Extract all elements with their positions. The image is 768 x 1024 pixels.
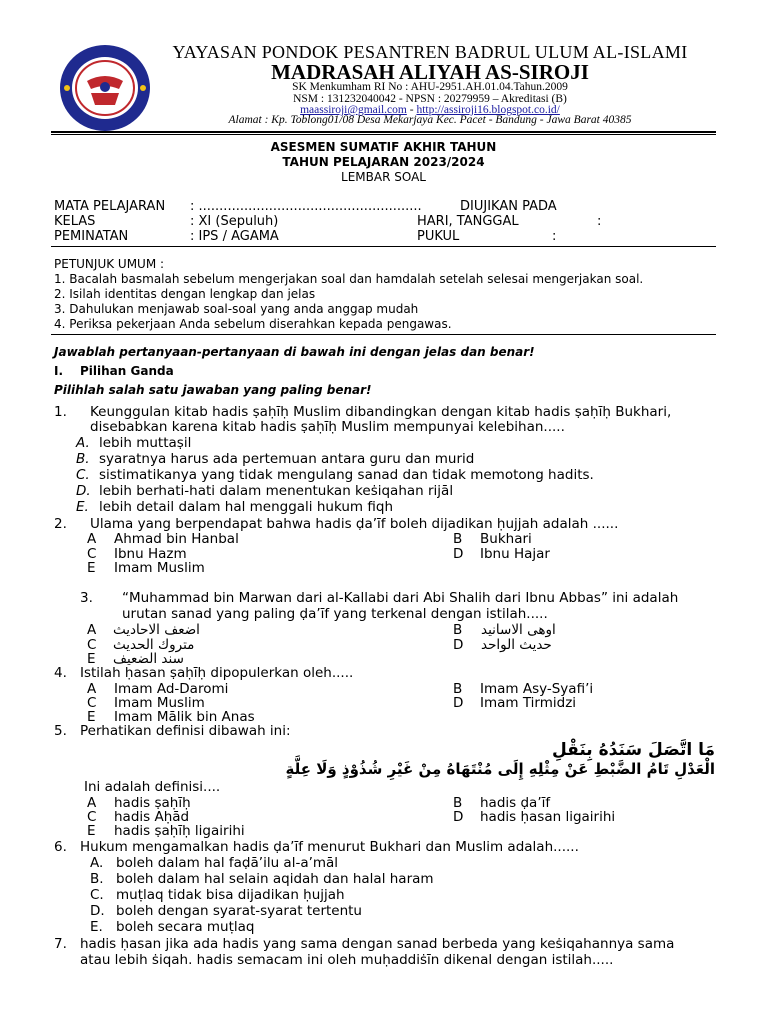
q5-arabic-definition-line2: الْعَدْلِ تَامُ الضَّبْطِ عَنْ مِثْلِهِ إِلَى مُنْتَهَاهُ مِنْ غَيْرِ شُذُوْذٍ وَلَا عِلَّةٍ xyxy=(285,760,715,778)
q4-text: Istilah ḥasan ṣaḥīḥ dipopulerkan oleh..... xyxy=(80,665,354,681)
q1-option-letter: C. xyxy=(76,467,90,483)
q1-option-letter: D. xyxy=(76,483,91,499)
q2-option-text[interactable]: Ibnu Hajar xyxy=(480,546,550,562)
q5-number: 5. xyxy=(54,723,67,739)
q1-option-letter: A. xyxy=(76,435,90,451)
q3-text: “Muhammad bin Marwan dari al-Kallabi dari Abi Shalih dari Ibnu Abbas” ini adalah xyxy=(122,590,679,606)
q4-number: 4. xyxy=(54,665,67,681)
exam-title: ASESMEN SUMATIF AKHIR TAHUN xyxy=(270,140,497,154)
mapel-value: : ...................................................... xyxy=(190,199,422,214)
q6-option-text[interactable]: boleh dalam hal selain aqidah dan halal haram xyxy=(116,871,434,887)
q3-option-text[interactable]: اوهى الاسانيد xyxy=(481,622,556,638)
q2-text: Ulama yang berpendapat bahwa hadis ḍa’īf boleh dijadikan ḥujjah adalah ...... xyxy=(90,516,619,532)
petunjuk-item: 4. Periksa pekerjaan Anda sebelum diserahkan kepada pengawas. xyxy=(54,317,452,331)
q4-option-text[interactable]: Imam Muslim xyxy=(114,695,205,711)
exam-sheet-label: LEMBAR SOAL xyxy=(341,170,426,184)
q3-option-text[interactable]: حديث الواحد xyxy=(481,637,552,653)
q2-option-text[interactable]: Ahmad bin Hanbal xyxy=(114,531,239,547)
q5-option-letter: E xyxy=(87,823,96,839)
q6-number: 6. xyxy=(54,839,67,855)
q2-number: 2. xyxy=(54,516,67,532)
sk-number: SK Menkumham RI No : AHU-2951.AH.01.04.Tahun.2009 xyxy=(292,81,568,93)
q3-option-letter: D xyxy=(453,637,464,653)
q2-option-text[interactable]: Ibnu Hazm xyxy=(114,546,187,562)
section-instruction: Pilihlah salah satu jawaban yang paling benar! xyxy=(54,383,372,397)
q6-option-letter: D. xyxy=(90,903,105,919)
kelas-label: KELAS xyxy=(54,214,96,229)
peminatan-label: PEMINATAN xyxy=(54,229,129,244)
q5-option-text[interactable]: hadis ṣaḥīḥ xyxy=(114,795,191,811)
q3-option-text[interactable]: متروك الحديث xyxy=(113,637,195,653)
foundation-name: YAYASAN PONDOK PESANTREN BADRUL ULUM AL-ISLAMI xyxy=(172,42,688,62)
general-instruction: Jawablah pertanyaan-pertanyaan di bawah ini dengan jelas dan benar! xyxy=(54,345,535,359)
nsm-npsn: NSM : 131232040042 - NPSN : 20279959 – Akreditasi (B) xyxy=(293,93,567,105)
q5-option-text[interactable]: hadis ḍa’īf xyxy=(480,795,551,811)
q6-option-text[interactable]: boleh dalam hal faḍā’ilu al-a’māl xyxy=(116,855,339,871)
q5-option-text[interactable]: hadis Aḥād xyxy=(114,809,190,825)
petunjuk-divider xyxy=(51,334,716,335)
q4-option-text[interactable]: Imam Asy-Syafi’i xyxy=(480,681,594,697)
q4-option-letter: A xyxy=(87,681,97,697)
q4-option-text[interactable]: Imam Tirmidzi xyxy=(480,695,577,711)
q1-option-text[interactable]: lebih detail dalam hal menggali hukum fiqh xyxy=(99,499,393,515)
hari-colon: : xyxy=(597,214,602,229)
kelas-value: : XI (Sepuluh) xyxy=(190,214,279,229)
q5-option-letter: C xyxy=(87,809,97,825)
info-divider xyxy=(51,246,716,247)
q3-option-letter: C xyxy=(87,637,97,653)
blog-link[interactable]: http://assiroji16.blogspot.co.id/ xyxy=(416,104,560,116)
q1-option-text[interactable]: syaratnya harus ada pertemuan antara guru dan murid xyxy=(99,451,475,467)
q5-option-letter: A xyxy=(87,795,97,811)
q5-arabic-definition-line1: مَا اتَّصَلَ سَنَدُهُ بِنَقْلِ xyxy=(551,740,715,760)
q6-option-letter: B. xyxy=(90,871,104,887)
diujikan-label: DIUJIKAN PADA xyxy=(460,199,557,214)
q3-option-letter: E xyxy=(87,651,96,667)
mapel-label: MATA PELAJARAN xyxy=(54,199,166,214)
hari-label: HARI, TANGGAL xyxy=(417,214,519,229)
petunjuk-item: 2. Isilah identitas dengan lengkap dan jelas xyxy=(54,287,316,301)
q4-option-letter: C xyxy=(87,695,97,711)
header-divider xyxy=(51,131,716,133)
q6-option-text[interactable]: boleh secara muṭlaq xyxy=(116,919,255,935)
pukul-label: PUKUL xyxy=(417,229,460,244)
q4-option-text[interactable]: Imam Mālik bin Anas xyxy=(114,709,255,725)
petunjuk-title: PETUNJUK UMUM : xyxy=(54,257,165,271)
q6-text: Hukum mengamalkan hadis ḍa’īf menurut Bukhari dan Muslim adalah...... xyxy=(80,839,579,855)
q4-option-letter: D xyxy=(453,695,464,711)
q1-option-text[interactable]: sistimatikanya yang tidak mengulang sanad dan tidak memotong hadits. xyxy=(99,467,594,483)
q5-option-letter: B xyxy=(453,795,463,811)
school-logo xyxy=(57,43,153,133)
q6-option-letter: A. xyxy=(90,855,104,871)
q1-option-text[interactable]: lebih muttaṣil xyxy=(99,435,192,451)
q3-option-letter: B xyxy=(453,622,463,638)
q1-option-text[interactable]: lebih berhati-hati dalam menentukan keṡiqahan rijāl xyxy=(99,483,454,499)
q5-option-text[interactable]: hadis ḥasan ligairihi xyxy=(480,809,616,825)
q1-option-letter: B. xyxy=(76,451,90,467)
q6-option-text[interactable]: boleh dengan syarat-syarat tertentu xyxy=(116,903,362,919)
q7-text-cont: atau lebih ṡiqah. hadis semacam ini oleh muḥaddiṡīn dikenal dengan istilah..... xyxy=(80,952,614,968)
q3-number: 3. xyxy=(80,590,93,606)
q4-option-letter: B xyxy=(453,681,463,697)
q4-option-letter: E xyxy=(87,709,96,725)
exam-year: TAHUN PELAJARAN 2023/2024 xyxy=(282,155,485,169)
q5-followup: Ini adalah definisi.... xyxy=(84,779,221,795)
q5-option-text[interactable]: hadis ṣaḥīḥ ligairihi xyxy=(114,823,245,839)
header-divider-thin xyxy=(51,134,716,135)
section-number: I. xyxy=(54,364,64,378)
q3-option-text[interactable]: سند الضعيف xyxy=(113,651,184,667)
q2-option-text[interactable]: Bukhari xyxy=(480,531,532,547)
petunjuk-item: 3. Dahulukan menjawab soal-soal yang anda anggap mudah xyxy=(54,302,419,316)
q5-text: Perhatikan definisi dibawah ini: xyxy=(80,723,291,739)
email-link[interactable]: maassiroji@gmail.com xyxy=(300,104,407,116)
q2-option-text[interactable]: Imam Muslim xyxy=(114,560,205,576)
school-name: MADRASAH ALIYAH AS-SIROJI xyxy=(271,60,589,84)
q1-text: Keunggulan kitab hadis ṣaḥīḥ Muslim dibandingkan dengan kitab hadis ṣaḥīḥ Bukhari, xyxy=(90,404,672,420)
q6-option-letter: E. xyxy=(90,919,103,935)
section-title: Pilihan Ganda xyxy=(80,364,174,378)
peminatan-value: : IPS / AGAMA xyxy=(190,229,279,244)
q2-option-letter: B xyxy=(453,531,463,547)
q3-text-cont: urutan sanad yang paling ḍa’īf yang terkenal dengan istilah..... xyxy=(122,606,548,622)
q2-option-letter: C xyxy=(87,546,97,562)
q2-option-letter: D xyxy=(453,546,464,562)
q7-text: hadis ḥasan jika ada hadis yang sama dengan sanad berbeda yang keṡiqahannya sama xyxy=(80,936,675,952)
q2-option-letter: E xyxy=(87,560,96,576)
school-address: Alamat : Kp. Toblong01/08 Desa Mekarjaya Kec. Pacet - Bandung - Jawa Barat 40385 xyxy=(228,114,632,126)
q4-option-text[interactable]: Imam Ad-Daromi xyxy=(114,681,229,697)
q3-option-letter: A xyxy=(87,622,97,638)
q7-number: 7. xyxy=(54,936,67,952)
pukul-colon: : xyxy=(552,229,557,244)
q2-option-letter: A xyxy=(87,531,97,547)
q6-option-text[interactable]: muṭlaq tidak bisa dijadikan ḥujjah xyxy=(116,887,345,903)
q1-number: 1. xyxy=(54,404,67,420)
q1-text-cont: disebabkan karena kitab hadis ṣaḥīḥ Muslim mempunyai kelebihan..... xyxy=(90,419,565,435)
q5-option-letter: D xyxy=(453,809,464,825)
petunjuk-item: 1. Bacalah basmalah sebelum mengerjakan soal dan hamdalah setelah selesai mengerjakan soal. xyxy=(54,272,644,286)
q6-option-letter: C. xyxy=(90,887,104,903)
q3-option-text[interactable]: اضعف الاحاديث xyxy=(113,622,200,638)
q1-option-letter: E. xyxy=(76,499,89,515)
link-separator: - xyxy=(406,104,417,116)
